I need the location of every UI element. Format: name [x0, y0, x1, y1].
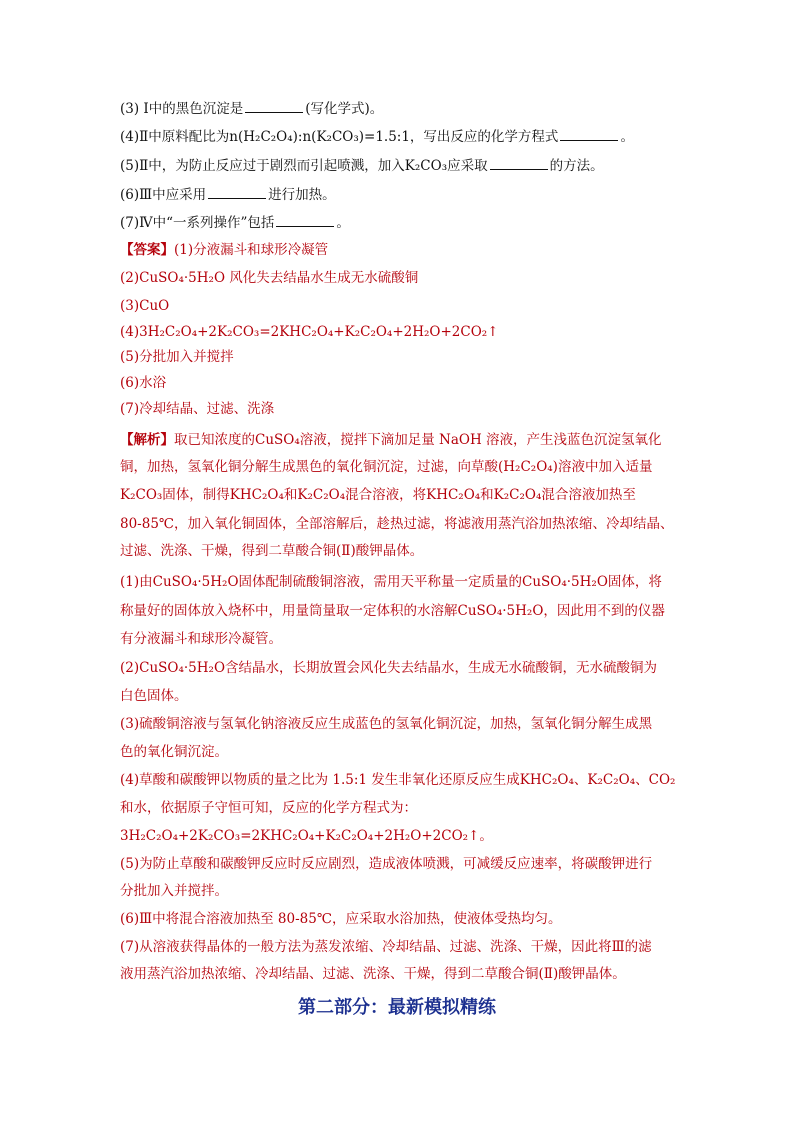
- analysis-line-2: 铜，加热，氢氧化铜分解生成黑色的氧化铜沉淀，过滤，向草酸(H₂C₂O₄)溶液中加入适量: [120, 459, 653, 475]
- section-heading: 第二部分：最新模拟精练: [298, 997, 496, 1018]
- analysis-line-13: (4)草酸和碳酸钾以物质的量之比为 1.5:1 发生非氧化还原反应生成KHC₂O₄、K₂C₂O₄、CO₂: [120, 772, 676, 788]
- question-7: (7)Ⅳ中“一系列操作”包括 。: [120, 212, 680, 233]
- analysis-line-18: (6)Ⅲ中将混合溶液加热至 80-85℃，应采取水浴加热，使液体受热均匀。: [120, 911, 562, 927]
- analysis-line-3: K₂CO₃固体，制得KHC₂O₄和K₂C₂O₄混合溶液，将KHC₂O₄和K₂C₂O₄混合溶液加热至: [120, 487, 636, 503]
- analysis-line-11: (3)硫酸铜溶液与氢氧化钠溶液反应生成蓝色的氢氧化铜沉淀，加热，氢氧化铜分解生成黑: [120, 716, 653, 732]
- answer-blank: [276, 212, 334, 227]
- analysis-line-19: (7)从溶液获得晶体的一般方法为蒸发浓缩、冷却结晶、过滤、洗涤、干燥，因此将Ⅲ的滤: [120, 939, 652, 955]
- question-4: (4)Ⅱ中原料配比为n(H₂C₂O₄):n(K₂CO₃)=1.5:1，写出反应的化学方程式 。: [120, 126, 680, 147]
- analysis-line-4: 80-85℃，加入氧化铜固体，全部溶解后，趁热过滤，将滤液用蒸汽浴加热浓缩、冷却结晶、: [120, 516, 674, 532]
- answer-blank: [245, 98, 303, 113]
- analysis-line-10: 白色固体。: [120, 688, 188, 704]
- analysis-line-17: 分批加入并搅拌。: [120, 883, 228, 899]
- analysis-line-6: (1)由CuSO₄·5H₂O固体配制硫酸铜溶液，需用天平称量一定质量的CuSO₄·5H₂O固体，将: [120, 574, 662, 590]
- answer-line-3: (3)CuO: [120, 298, 170, 314]
- question-5: (5)Ⅱ中，为防止反应过于剧烈而引起喷溅，加入K₂CO₃应采取 的方法。: [120, 155, 680, 176]
- answer-line-1: 【答案】(1)分液漏斗和球形冷凝管: [120, 242, 329, 258]
- answer-line-6: (6)水浴: [120, 375, 167, 391]
- answer-blank: [560, 126, 618, 141]
- answer-line-7: (7)冷却结晶、过滤、洗涤: [120, 401, 275, 417]
- analysis-line-1: 【解析】取已知浓度的CuSO₄溶液，搅拌下滴加足量 NaOH 溶液，产生浅蓝色沉淀氢氧化: [120, 432, 662, 448]
- question-6: (6)Ⅲ中应采用 进行加热。: [120, 184, 680, 205]
- question-3: (3) Ⅰ中的黑色沉淀是 (写化学式)。: [120, 98, 680, 119]
- analysis-line-15: 3H₂C₂O₄+2K₂CO₃=2KHC₂O₄+K₂C₂O₄+2H₂O+2CO₂↑。: [120, 828, 493, 844]
- analysis-line-7: 称量好的固体放入烧杯中，用量筒量取一定体积的水溶解CuSO₄·5H₂O，因此用不到的仪器: [120, 603, 665, 619]
- answer-tag: 【答案】: [120, 242, 174, 258]
- analysis-line-12: 色的氧化铜沉淀。: [120, 744, 228, 760]
- answer-line-4: (4)3H₂C₂O₄+2K₂CO₃=2KHC₂O₄+K₂C₂O₄+2H₂O+2CO₂↑: [120, 324, 499, 340]
- answer-line-5: (5)分批加入并搅拌: [120, 349, 234, 365]
- analysis-line-14: 和水，依据原子守恒可知，反应的化学方程式为：: [120, 800, 417, 816]
- answer-line-2: (2)CuSO₄·5H₂O 风化失去结晶水生成无水硫酸铜: [120, 270, 419, 286]
- analysis-line-5: 过滤、洗涤、干燥，得到二草酸合铜(Ⅱ)酸钾晶体。: [120, 543, 424, 559]
- analysis-line-16: (5)为防止草酸和碳酸钾反应时反应剧烈，造成液体喷溅，可减缓反应速率，将碳酸钾进行: [120, 856, 653, 872]
- analysis-line-20: 液用蒸汽浴加热浓缩、冷却结晶、过滤、洗涤、干燥，得到二草酸合铜(Ⅱ)酸钾晶体。: [120, 966, 626, 982]
- analysis-line-8: 有分液漏斗和球形冷凝管。: [120, 631, 282, 647]
- analysis-tag: 【解析】: [120, 432, 174, 448]
- answer-blank: [208, 184, 266, 199]
- analysis-line-9: (2)CuSO₄·5H₂O含结晶水，长期放置会风化失去结晶水，生成无水硫酸铜，无水硫酸铜为: [120, 660, 658, 676]
- answer-blank: [490, 155, 548, 170]
